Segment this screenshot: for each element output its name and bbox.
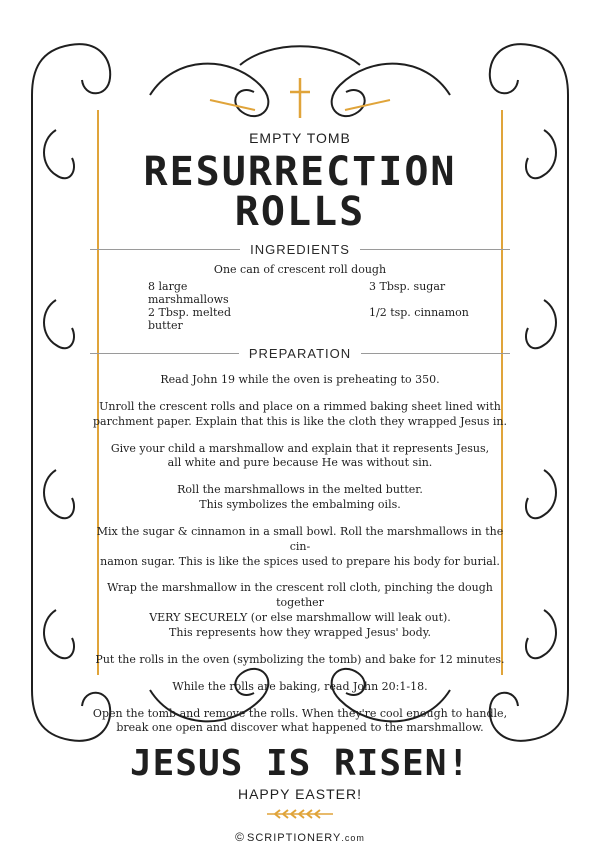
prep-step-4 (90, 483, 510, 513)
prep-step-line: Mix the sugar & cinnamon in a small bowl. Roll the marshmallows in the cin- (96, 524, 504, 553)
divider-left (90, 249, 240, 250)
prep-step-line: all white and pure because He was without sin. (167, 456, 433, 470)
closing-block (90, 743, 510, 844)
recipe-card (90, 120, 510, 844)
cross-icon (290, 78, 310, 118)
prep-step-8 (90, 680, 510, 695)
prep-step-line: Unroll the crescent rolls and place on a rimmed baking sheet lined with (99, 399, 501, 413)
prep-step-line: Open the tomb and remove the rolls. When they're cool enough to handle, (92, 706, 508, 720)
prep-step-7 (90, 653, 510, 668)
prep-step-2 (90, 400, 510, 430)
prep-step-line: Put the rolls in the oven (symbolizing the tomb) and bake for 12 minutes. (95, 652, 505, 666)
ingredient-right-1: 3 Tbsp. sugar (369, 280, 446, 293)
prep-step-line: Give your child a marshmallow and explain that it represents Jesus, (110, 441, 490, 455)
ingredient-left-2: 2 Tbsp. melted butter (148, 306, 231, 332)
prep-step-line: While the rolls are baking, read John 20:1-18. (172, 679, 428, 693)
prep-step-line: Wrap the marshmallow in the crescent roll cloth, pinching the dough together (107, 581, 493, 610)
ingredient-left-1: 8 large marshmallows (148, 280, 229, 306)
preparation-label: PREPARATION (248, 346, 352, 361)
ingredient-right-2: 1/2 tsp. cinnamon (369, 306, 469, 319)
kicker-text: EMPTY TOMB (249, 130, 351, 146)
brand-suffix: .com (341, 833, 365, 844)
divider-right (361, 353, 510, 354)
prep-step-6 (90, 581, 510, 640)
wheat-icon (265, 808, 335, 820)
preparation-section-header (90, 346, 510, 361)
ingredients-grid (90, 280, 510, 332)
prep-step-line: This symbolizes the embalming oils. (199, 498, 401, 512)
brand-line (90, 830, 510, 844)
prep-step-3 (90, 442, 510, 472)
prep-step-line: parchment paper. Explain that this is like the cloth they wrapped Jesus in. (93, 414, 507, 428)
prep-step-line: Read John 19 while the oven is preheating to 350. (160, 373, 440, 386)
prep-step-line: VERY SECURELY (or else marshmallow will leak out). (149, 611, 451, 625)
prep-step-line: This represents how they wrapped Jesus' body. (169, 625, 431, 639)
divider-right (360, 249, 510, 250)
ingredients-section-header (90, 242, 510, 257)
preparation-steps (90, 373, 510, 736)
closing-headline: JESUS IS RISEN! (129, 743, 471, 785)
closing-subtitle: HAPPY EASTER! (237, 786, 362, 803)
brand-name: SCRIPTIONERY (247, 832, 342, 844)
prep-step-line: Roll the marshmallows in the melted butter. (177, 483, 423, 497)
prep-step-9 (90, 707, 510, 737)
ingredients-label: INGREDIENTS (250, 242, 350, 257)
divider-left (90, 353, 239, 354)
prep-step-line: namon sugar. This is like the spices used to prepare his body for burial. (100, 554, 500, 568)
copyright-symbol: © (235, 830, 245, 844)
ingredient-main: One can of crescent roll dough (213, 263, 387, 276)
page-title: RESURRECTION ROLLS (143, 149, 457, 235)
prep-step-1 (90, 373, 510, 388)
prep-step-5 (90, 525, 510, 570)
prep-step-line: break one open and discover what happened to the marshmallow. (116, 721, 484, 735)
